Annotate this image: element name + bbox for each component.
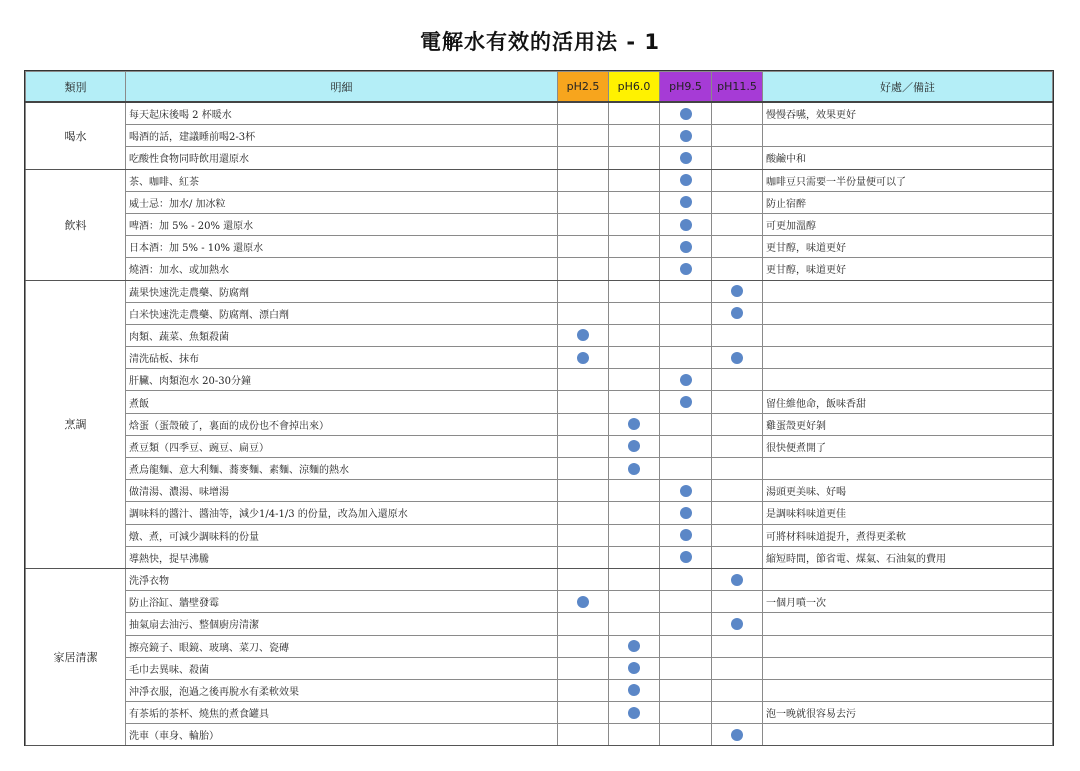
description-cell: 有茶垢的茶杯、燒焦的煮食罐具 <box>126 702 558 724</box>
ph-cell-ph6-0 <box>609 258 660 280</box>
ph-cell-ph6-0 <box>609 280 660 302</box>
recommended-dot-icon <box>628 440 640 452</box>
description-cell: 洗淨衣物 <box>126 568 558 590</box>
description-cell: 燒酒：加水、或加熱水 <box>126 258 558 280</box>
usage-table <box>25 71 1053 746</box>
recommended-dot-icon <box>628 640 640 652</box>
note-cell <box>763 613 1053 635</box>
ph-cell-ph9-5 <box>660 524 712 546</box>
ph-cell-ph9-5 <box>660 413 712 435</box>
header-category: 類別 <box>26 72 126 103</box>
ph-cell-ph2-5 <box>558 502 609 524</box>
note-cell <box>763 568 1053 590</box>
ph-cell-ph11-5 <box>712 502 763 524</box>
table-row <box>26 657 1053 679</box>
table-row <box>26 324 1053 346</box>
ph-cell-ph11-5 <box>712 702 763 724</box>
ph-cell-ph9-5 <box>660 502 712 524</box>
recommended-dot-icon <box>680 219 692 231</box>
description-cell: 清洗砧板、抹布 <box>126 347 558 369</box>
recommended-dot-icon <box>628 463 640 475</box>
table-row <box>26 147 1053 169</box>
ph-cell-ph6-0 <box>609 147 660 169</box>
table-row <box>26 435 1053 457</box>
table-row <box>26 191 1053 213</box>
note-cell: 可將材料味道提升，煮得更柔軟 <box>763 524 1053 546</box>
description-cell: 肝臟、肉類泡水 20-30分鐘 <box>126 369 558 391</box>
ph-cell-ph11-5 <box>712 347 763 369</box>
ph-cell-ph9-5 <box>660 213 712 235</box>
header-note: 好處／備註 <box>763 72 1053 103</box>
ph-cell-ph6-0 <box>609 102 660 125</box>
ph-cell-ph9-5 <box>660 591 712 613</box>
ph-cell-ph6-0 <box>609 413 660 435</box>
ph-cell-ph6-0 <box>609 391 660 413</box>
ph-cell-ph6-0 <box>609 546 660 568</box>
ph-cell-ph6-0 <box>609 236 660 258</box>
description-cell: 調味料的醬汁、醬油等，減少1/4-1/3 的份量，改為加入還原水 <box>126 502 558 524</box>
table-row <box>26 724 1053 746</box>
ph-cell-ph11-5 <box>712 480 763 502</box>
ph-cell-ph11-5 <box>712 213 763 235</box>
description-cell: 煮飯 <box>126 391 558 413</box>
ph-cell-ph9-5 <box>660 568 712 590</box>
table-row <box>26 213 1053 235</box>
note-cell <box>763 125 1053 147</box>
recommended-dot-icon <box>680 529 692 541</box>
ph-cell-ph9-5 <box>660 546 712 568</box>
recommended-dot-icon <box>680 263 692 275</box>
ph-cell-ph6-0 <box>609 191 660 213</box>
ph-cell-ph9-5 <box>660 280 712 302</box>
ph-cell-ph2-5 <box>558 613 609 635</box>
ph-cell-ph9-5 <box>660 435 712 457</box>
recommended-dot-icon <box>628 418 640 430</box>
recommended-dot-icon <box>680 507 692 519</box>
ph-cell-ph9-5 <box>660 724 712 746</box>
ph-cell-ph11-5 <box>712 169 763 191</box>
note-cell <box>763 347 1053 369</box>
table-body <box>26 102 1053 746</box>
ph-cell-ph2-5 <box>558 635 609 657</box>
description-cell: 燉、煮，可減少調味料的份量 <box>126 524 558 546</box>
ph-cell-ph11-5 <box>712 524 763 546</box>
ph-cell-ph9-5 <box>660 169 712 191</box>
ph-cell-ph6-0 <box>609 458 660 480</box>
table-row <box>26 524 1053 546</box>
ph-cell-ph6-0 <box>609 480 660 502</box>
header-ph-2-5: pH2.5 <box>558 72 609 103</box>
description-cell: 肉類、蔬菜、魚類殺菌 <box>126 324 558 346</box>
ph-cell-ph9-5 <box>660 102 712 125</box>
ph-cell-ph2-5 <box>558 702 609 724</box>
ph-cell-ph2-5 <box>558 524 609 546</box>
description-cell: 洗車（車身、輪胎） <box>126 724 558 746</box>
ph-cell-ph9-5 <box>660 613 712 635</box>
ph-cell-ph6-0 <box>609 724 660 746</box>
ph-cell-ph2-5 <box>558 169 609 191</box>
ph-cell-ph2-5 <box>558 324 609 346</box>
note-cell <box>763 679 1053 701</box>
recommended-dot-icon <box>680 152 692 164</box>
ph-cell-ph6-0 <box>609 324 660 346</box>
recommended-dot-icon <box>680 130 692 142</box>
note-cell <box>763 724 1053 746</box>
table-row <box>26 391 1053 413</box>
ph-cell-ph2-5 <box>558 347 609 369</box>
ph-cell-ph11-5 <box>712 458 763 480</box>
recommended-dot-icon <box>680 174 692 186</box>
description-cell: 毛巾去異味、殺菌 <box>126 657 558 679</box>
ph-cell-ph11-5 <box>712 324 763 346</box>
ph-cell-ph6-0 <box>609 302 660 324</box>
ph-cell-ph9-5 <box>660 635 712 657</box>
note-cell: 留住維他命，飯味香甜 <box>763 391 1053 413</box>
note-cell: 慢慢吞嚥，效果更好 <box>763 102 1053 125</box>
ph-cell-ph2-5 <box>558 147 609 169</box>
table-row <box>26 702 1053 724</box>
description-cell: 茶、咖啡、紅茶 <box>126 169 558 191</box>
ph-cell-ph11-5 <box>712 369 763 391</box>
description-cell: 蔬果快速洗走農藥、防腐劑 <box>126 280 558 302</box>
ph-cell-ph2-5 <box>558 280 609 302</box>
note-cell <box>763 657 1053 679</box>
ph-cell-ph11-5 <box>712 302 763 324</box>
ph-cell-ph9-5 <box>660 480 712 502</box>
ph-cell-ph9-5 <box>660 302 712 324</box>
recommended-dot-icon <box>680 485 692 497</box>
table-row <box>26 480 1053 502</box>
ph-cell-ph11-5 <box>712 679 763 701</box>
ph-cell-ph9-5 <box>660 258 712 280</box>
ph-cell-ph9-5 <box>660 369 712 391</box>
recommended-dot-icon <box>577 352 589 364</box>
ph-cell-ph11-5 <box>712 546 763 568</box>
category-cell: 喝水 <box>26 102 126 169</box>
ph-cell-ph11-5 <box>712 568 763 590</box>
ph-cell-ph11-5 <box>712 191 763 213</box>
ph-cell-ph2-5 <box>558 679 609 701</box>
note-cell <box>763 280 1053 302</box>
note-cell: 很快便煮開了 <box>763 435 1053 457</box>
ph-cell-ph2-5 <box>558 302 609 324</box>
ph-cell-ph11-5 <box>712 413 763 435</box>
ph-cell-ph6-0 <box>609 568 660 590</box>
ph-cell-ph9-5 <box>660 125 712 147</box>
ph-cell-ph6-0 <box>609 502 660 524</box>
note-cell: 防止宿醉 <box>763 191 1053 213</box>
recommended-dot-icon <box>680 196 692 208</box>
table-row <box>26 102 1053 125</box>
recommended-dot-icon <box>731 618 743 630</box>
table-row <box>26 679 1053 701</box>
note-cell: 一個月噴一次 <box>763 591 1053 613</box>
description-cell: 煮豆類（四季豆、豌豆、扁豆） <box>126 435 558 457</box>
description-cell: 威士忌：加水/ 加冰粒 <box>126 191 558 213</box>
recommended-dot-icon <box>731 352 743 364</box>
header-ph-6-0: pH6.0 <box>609 72 660 103</box>
table-row <box>26 169 1053 191</box>
table-row <box>26 236 1053 258</box>
recommended-dot-icon <box>680 396 692 408</box>
description-cell: 煮烏龍麵、意大利麵、蕎麥麵、素麵、涼麵的熱水 <box>126 458 558 480</box>
ph-cell-ph6-0 <box>609 213 660 235</box>
ph-cell-ph2-5 <box>558 568 609 590</box>
ph-cell-ph11-5 <box>712 391 763 413</box>
header-description: 明細 <box>126 72 558 103</box>
description-cell: 日本酒：加 5% - 10% 還原水 <box>126 236 558 258</box>
description-cell: 沖淨衣服，泡過之後再脫水有柔軟效果 <box>126 679 558 701</box>
note-cell: 湯頭更美味、好喝 <box>763 480 1053 502</box>
description-cell: 啤酒：加 5% - 20% 還原水 <box>126 213 558 235</box>
description-cell: 吃酸性食物同時飲用還原水 <box>126 147 558 169</box>
description-cell: 每天起床後喝 2 杯暖水 <box>126 102 558 125</box>
usage-table-frame <box>24 70 1054 746</box>
ph-cell-ph9-5 <box>660 458 712 480</box>
note-cell: 縮短時間，節省電、煤氣、石油氣的費用 <box>763 546 1053 568</box>
table-row <box>26 458 1053 480</box>
note-cell <box>763 324 1053 346</box>
ph-cell-ph11-5 <box>712 435 763 457</box>
category-cell: 烹調 <box>26 280 126 568</box>
ph-cell-ph2-5 <box>558 413 609 435</box>
ph-cell-ph2-5 <box>558 657 609 679</box>
note-cell: 泡一晚就很容易去污 <box>763 702 1053 724</box>
table-row <box>26 280 1053 302</box>
note-cell: 可更加溫醇 <box>763 213 1053 235</box>
header-ph-9-5: pH9.5 <box>660 72 712 103</box>
table-row <box>26 546 1053 568</box>
table-row <box>26 302 1053 324</box>
recommended-dot-icon <box>680 551 692 563</box>
ph-cell-ph11-5 <box>712 613 763 635</box>
ph-cell-ph9-5 <box>660 324 712 346</box>
table-row <box>26 591 1053 613</box>
recommended-dot-icon <box>680 374 692 386</box>
table-row <box>26 413 1053 435</box>
ph-cell-ph2-5 <box>558 213 609 235</box>
note-cell: 更甘醇，味道更好 <box>763 258 1053 280</box>
recommended-dot-icon <box>577 329 589 341</box>
ph-cell-ph11-5 <box>712 635 763 657</box>
recommended-dot-icon <box>731 574 743 586</box>
category-cell: 家居清潔 <box>26 568 126 746</box>
table-row <box>26 568 1053 590</box>
ph-cell-ph6-0 <box>609 169 660 191</box>
description-cell: 導熱快，提早沸騰 <box>126 546 558 568</box>
note-cell: 更甘醇，味道更好 <box>763 236 1053 258</box>
ph-cell-ph6-0 <box>609 125 660 147</box>
ph-cell-ph2-5 <box>558 724 609 746</box>
ph-cell-ph9-5 <box>660 236 712 258</box>
ph-cell-ph2-5 <box>558 458 609 480</box>
ph-cell-ph6-0 <box>609 657 660 679</box>
ph-cell-ph6-0 <box>609 435 660 457</box>
recommended-dot-icon <box>680 241 692 253</box>
note-cell: 雞蛋殼更好剝 <box>763 413 1053 435</box>
category-cell: 飲料 <box>26 169 126 280</box>
note-cell <box>763 635 1053 657</box>
note-cell: 是調味料味道更佳 <box>763 502 1053 524</box>
table-row <box>26 125 1053 147</box>
description-cell: 喝酒的話，建議睡前喝2-3杯 <box>126 125 558 147</box>
header-ph-11-5: pH11.5 <box>712 72 763 103</box>
ph-cell-ph9-5 <box>660 347 712 369</box>
description-cell: 白米快速洗走農藥、防腐劑、漂白劑 <box>126 302 558 324</box>
ph-cell-ph9-5 <box>660 657 712 679</box>
description-cell: 做清湯、濃湯、味增湯 <box>126 480 558 502</box>
ph-cell-ph2-5 <box>558 102 609 125</box>
ph-cell-ph9-5 <box>660 391 712 413</box>
recommended-dot-icon <box>680 108 692 120</box>
ph-cell-ph6-0 <box>609 702 660 724</box>
ph-cell-ph11-5 <box>712 258 763 280</box>
ph-cell-ph2-5 <box>558 191 609 213</box>
recommended-dot-icon <box>731 729 743 741</box>
ph-cell-ph9-5 <box>660 147 712 169</box>
ph-cell-ph2-5 <box>558 591 609 613</box>
ph-cell-ph6-0 <box>609 524 660 546</box>
description-cell: 防止浴缸、牆壁發霉 <box>126 591 558 613</box>
description-cell: 焓蛋（蛋殼破了，裏面的成份也不會掉出來） <box>126 413 558 435</box>
ph-cell-ph2-5 <box>558 125 609 147</box>
table-row <box>26 258 1053 280</box>
ph-cell-ph11-5 <box>712 591 763 613</box>
ph-cell-ph9-5 <box>660 679 712 701</box>
ph-cell-ph6-0 <box>609 613 660 635</box>
description-cell: 抽氣扇去油污、整個廚房清潔 <box>126 613 558 635</box>
ph-cell-ph6-0 <box>609 347 660 369</box>
recommended-dot-icon <box>731 307 743 319</box>
ph-cell-ph11-5 <box>712 102 763 125</box>
note-cell: 酸鹼中和 <box>763 147 1053 169</box>
table-row <box>26 613 1053 635</box>
recommended-dot-icon <box>731 285 743 297</box>
note-cell <box>763 369 1053 391</box>
ph-cell-ph2-5 <box>558 258 609 280</box>
ph-cell-ph9-5 <box>660 702 712 724</box>
table-row <box>26 347 1053 369</box>
ph-cell-ph11-5 <box>712 236 763 258</box>
ph-cell-ph2-5 <box>558 435 609 457</box>
note-cell <box>763 302 1053 324</box>
ph-cell-ph9-5 <box>660 191 712 213</box>
ph-cell-ph2-5 <box>558 480 609 502</box>
note-cell <box>763 458 1053 480</box>
table-row <box>26 635 1053 657</box>
ph-cell-ph2-5 <box>558 236 609 258</box>
recommended-dot-icon <box>628 707 640 719</box>
table-row <box>26 369 1053 391</box>
recommended-dot-icon <box>577 596 589 608</box>
ph-cell-ph2-5 <box>558 391 609 413</box>
description-cell: 擦亮鏡子、眼鏡、玻璃、菜刀、瓷磚 <box>126 635 558 657</box>
ph-cell-ph11-5 <box>712 280 763 302</box>
ph-cell-ph11-5 <box>712 147 763 169</box>
ph-cell-ph11-5 <box>712 657 763 679</box>
table-row <box>26 502 1053 524</box>
ph-cell-ph6-0 <box>609 591 660 613</box>
ph-cell-ph11-5 <box>712 125 763 147</box>
page-title: 電解水有效的活用法 - 1 <box>420 30 660 54</box>
ph-cell-ph2-5 <box>558 369 609 391</box>
ph-cell-ph6-0 <box>609 635 660 657</box>
recommended-dot-icon <box>628 662 640 674</box>
ph-cell-ph11-5 <box>712 724 763 746</box>
ph-cell-ph6-0 <box>609 679 660 701</box>
ph-cell-ph6-0 <box>609 369 660 391</box>
table-header-row <box>26 72 1053 103</box>
ph-cell-ph2-5 <box>558 546 609 568</box>
note-cell: 咖啡豆只需要一半份量便可以了 <box>763 169 1053 191</box>
recommended-dot-icon <box>628 684 640 696</box>
